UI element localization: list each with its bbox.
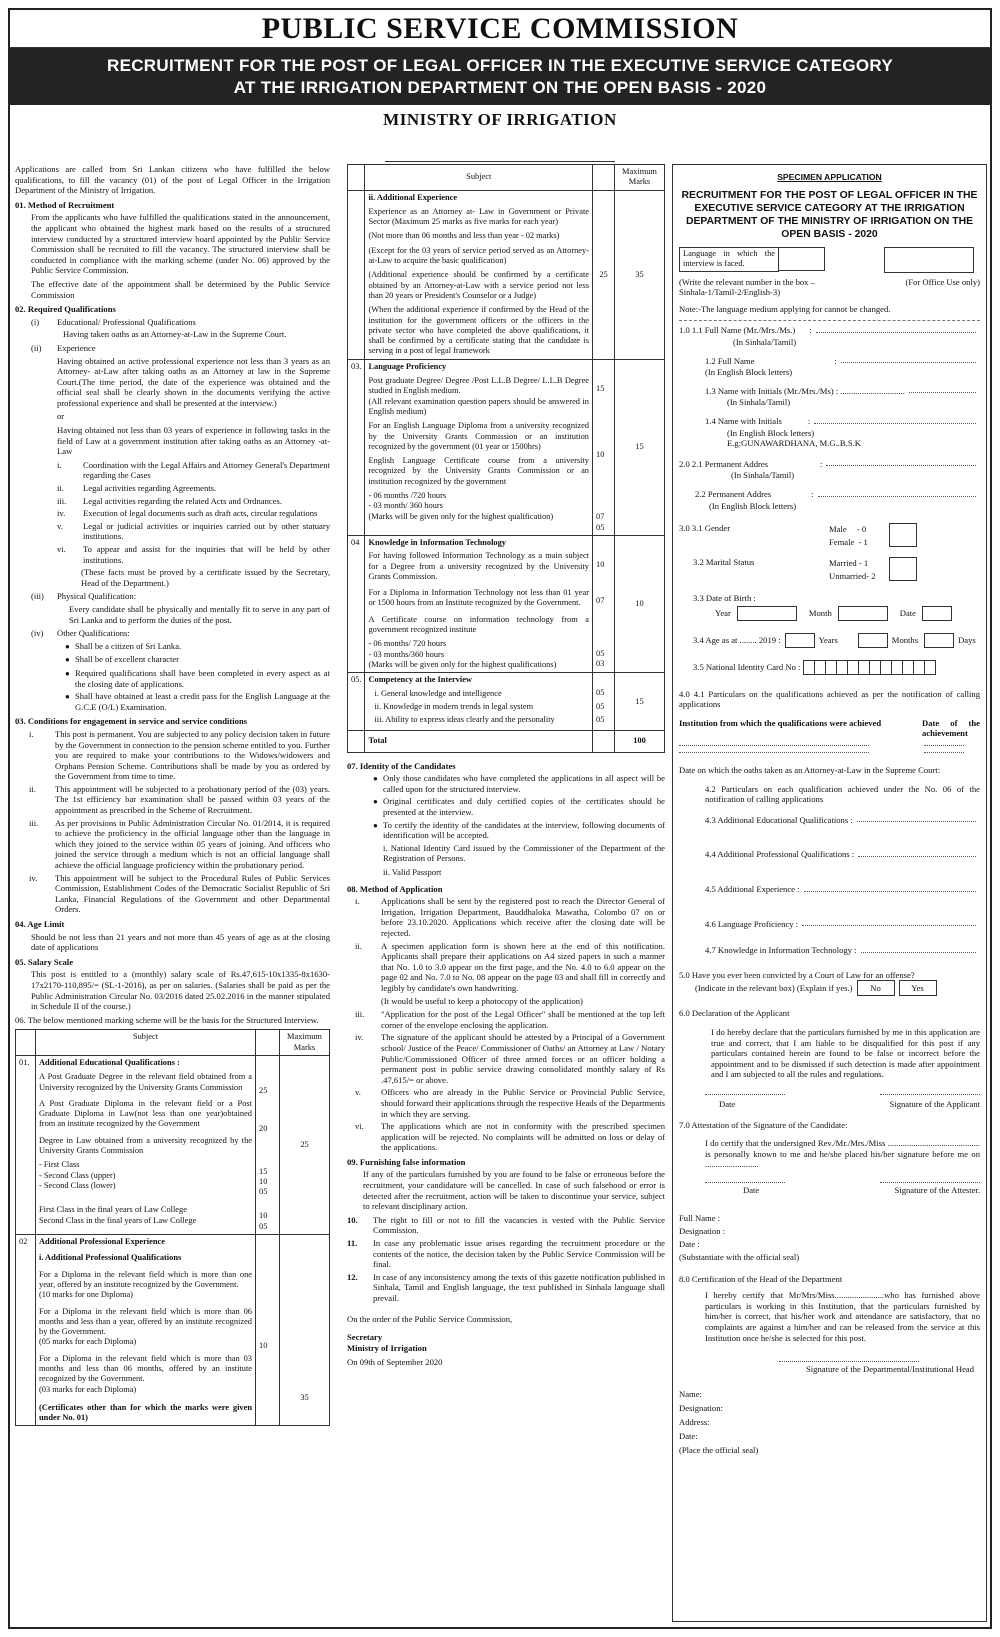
table-cell: 35	[615, 190, 665, 359]
form-text: 7.0 Attestation of the Signature of the Candidate:	[679, 1119, 848, 1130]
item-text: Officers who are already in the Public Service or Provincial Public Service, should forward their applications through the respective Heads of the Departments in which they are serving.	[381, 1087, 665, 1119]
application-item	[355, 896, 665, 938]
paragraph: Every candidate shall be physically and mentally fit to serve in any part of Sri Lanka and to perform the duties of the post.	[69, 603, 330, 625]
table-cell: Total	[365, 731, 593, 752]
paragraph: 06. The below mentioned marking scheme will be the basis for the Structured Interview.	[15, 1014, 319, 1025]
item-text: Legal or judicial activities or inquiries carried out by other statuary institutions.	[83, 520, 330, 542]
attester-details: Full Name : Designation : Date : (Substantiate with the official seal)	[679, 1212, 800, 1262]
paragraph: ii. Valid Passport	[383, 867, 442, 878]
notice-date: On 09th of September 2020	[347, 1357, 443, 1368]
item-number: iii.	[355, 1009, 365, 1020]
form-text: (In English Block letters)	[709, 500, 797, 511]
bullet-icon	[373, 773, 383, 794]
task-list	[15, 460, 330, 565]
paragraph: i. National Identity Card issued by the Commissioner of the Department of the Registration of Persons.	[383, 842, 665, 864]
column-left	[15, 164, 330, 1622]
task-item	[57, 508, 330, 519]
item-number: iv.	[29, 872, 38, 883]
item-number: ii.	[355, 940, 362, 951]
field-dob: Year Month Date	[679, 606, 980, 621]
item-number: i.	[355, 896, 360, 907]
item-text: "Application for the post of the Legal Officer" shall be mentioned at the top left corner of the envelope enclosing the application.	[381, 1009, 665, 1030]
item-number: i.	[29, 728, 34, 739]
recruitment-banner	[10, 48, 990, 105]
item-number: i.	[57, 459, 62, 470]
gender-input-box[interactable]	[889, 523, 917, 547]
item-number: iii.	[29, 817, 39, 828]
paragraph: From the applicants who have fulfilled the qualifications stated in the announcement, the applicant who obtained the highest mark based on the results of a structured interview conducted by a structured interview board appointed by the Public Service Commission shall be recruited to fill the vacancy. The structured interview shall be conducted in compliance with the marking scheme (under No. 06) approved by the Public Service Commission.	[31, 212, 330, 276]
table-header: Subject	[36, 1030, 256, 1056]
item-text: To appear and assist for the inquiries that will be held by other institutions.	[83, 544, 330, 565]
table-cell: 15	[615, 673, 665, 731]
form-text: (In Sinhala/Tamil)	[731, 470, 795, 481]
application-item	[355, 1087, 665, 1119]
marking-scheme-table-2	[347, 164, 665, 753]
office-use-box	[884, 247, 974, 273]
days-input[interactable]	[924, 633, 954, 648]
table-cell: 02	[16, 1235, 36, 1426]
table-cell: Additional Educational Qualifications : A Post Graduate Degree in the relevant field obtained from a University recognized by the University Grants Commission A Post Graduate Diploma in the relevant field or a Post Graduate Diploma in Law(not less than one year)obtained from an institute recognized by the Government Degree in Law obtained from a university recognized by the University Grants Commission - First Class - Second Class (upper) - Second Class (lower) First Class in the final years of Law College Second Class in the final years of Law College	[36, 1055, 256, 1234]
no-checkbox[interactable]: No	[857, 980, 895, 996]
field-address-english[interactable]: 2.2 Permanent Addres :	[679, 489, 980, 500]
other-qualifications-list	[15, 641, 330, 713]
form-text: Date on which the oaths taken as an Attorney-at-Law in the Supreme Court:	[679, 765, 941, 776]
condition-item	[29, 729, 330, 782]
attestation-text: I do certify that the undersigned Rev./Mr./Mrs./Miss ........................................... is personally known to me and he/she placed his/her signature before me on .........................	[705, 1138, 980, 1170]
table-cell: 35	[280, 1235, 330, 1426]
task-item	[57, 521, 330, 542]
header-rule	[385, 161, 615, 162]
item-text: Shall be a citizen of Sri Lanka.	[75, 640, 182, 651]
item-text: This appointment will be subject to the Procedural Rules of Public Services Commission, Establishment Codes of the Democratic Socialist Republic of Sri Lanka, Financial Regulations of the Government and other Departmental Orders.	[55, 872, 330, 915]
identity-list	[347, 773, 665, 841]
item-text: Shall be of excellent character	[75, 654, 180, 665]
bullet-icon	[373, 796, 383, 817]
task-item	[57, 460, 330, 481]
field-initials-english[interactable]: 1.4 Name with Initials :	[679, 416, 980, 427]
qualification-item: (iv) Other Qualifications:	[31, 628, 130, 639]
item-text: This appointment will be subjected to a probationary period of the (03) years. The 1st efficiency bar examination shall be passed within 03 years of the appointment as prescribed in the Scheme of Recruitment.	[55, 783, 330, 816]
item-text: Shall have obtained at least a credit pass for the English Language at the G.C.E (O/L) Examination.	[75, 691, 330, 712]
table-cell: Additional Professional Experience i. Additional Professional Qualifications For a Diploma in the relevant field which is more than one year, offered by an institute recognized by the Government. (10 marks for one Diploma) For a Diploma in the relevant field which is more than 06 months and less than a year, offered by an institute recognized by the Government. (05 marks for each Diploma) For a Diploma in the relevant field which is more than 03 months and less than 06 months, offered by an institute recognized by the Government. (03 marks for each Diploma) (Certificates other than for which the marks were given under No. 01)	[36, 1235, 256, 1426]
form-text: (For Office Use only)	[905, 276, 980, 287]
bullet-icon	[373, 820, 383, 841]
field-it-knowledge[interactable]: 4.7 Knowledge in Information Technology :	[679, 945, 980, 956]
marking-scheme-table-1	[15, 1029, 330, 1426]
table-header: Maximum Marks	[280, 1030, 330, 1056]
form-text: (In Sinhala/Tamil)	[733, 336, 797, 347]
form-text: (Write the relevant number in the box –	[679, 276, 815, 287]
item-number: v.	[57, 520, 63, 531]
field-marital-status: 3.2 Marital Status Married - 1 Unmarried- 2	[679, 557, 980, 583]
paragraph: (These facts must be proved by a certificate issued by the Secretary, Head of the Department.)	[81, 567, 330, 588]
section-heading: 07. Identity of the Candidates	[347, 760, 456, 771]
table-cell: 10	[615, 535, 665, 672]
section-heading: 01. Method of Recruitment	[15, 199, 115, 210]
paragraph: Having taken oaths as an Attorney-at-Law in the Supreme Court.	[63, 329, 287, 340]
bullet-item	[347, 773, 665, 794]
qualification-lines[interactable]	[679, 739, 980, 759]
application-list	[347, 1009, 665, 1153]
table-cell: 05.	[348, 673, 365, 731]
table-cell: Knowledge in Information Technology For having followed Information Technology as a main subject for a Degree from a university recognized by the University Grants Commission. For a Diploma in Information Technology not less than 01 year or 1500 hours from an Institute recognized by the Government. A Certificate course on information technology from a government recognized institute - 06 months/ 720 hours - 03 months/360 hours (Marks will be given only for the highest qualifications)	[365, 535, 593, 672]
section-heading: 08. Method of Application	[347, 883, 443, 894]
qualification-item: (ii) Experience	[31, 342, 96, 353]
bullet-item	[39, 654, 330, 666]
head-details: Name: Designation: Address: Date: (Place the official seal)	[679, 1388, 759, 1455]
specimen-heading: SPECIMEN APPLICATION	[777, 172, 882, 182]
form-title: RECRUITMENT FOR THE POST OF LEGAL OFFICER IN THE EXECUTIVE SERVICE CATEGORY AT THE IRRIGATION DEPARTMENT OF THE MINISTRY OF IRRIGATION ON THE OPEN BASIS - 2020	[681, 189, 978, 240]
table-cell: 01.	[16, 1055, 36, 1234]
section-heading: 05. Salary Scale	[15, 956, 74, 967]
item-text: Coordination with the Legal Affairs and Attorney General's Department regarding the Cases	[83, 459, 330, 481]
paragraph: If any of the particulars furnished by you are found to be false or erroneous before the recruitment, your candidature will be cancelled. In case of such falsehood or error is detected after the recruitment, action will be taken to discontinue your service, subject to relevant disciplinary action.	[363, 1169, 665, 1212]
field-gender: 3.0 3.1 Gender Male - 0 Female - 1	[679, 523, 980, 549]
order-line: On the order of the Public Service Commission,	[347, 1313, 513, 1324]
item-text: Applications shall be sent by the registered post to reach the Director General of Irrigation, Irrigation Department, Bauddhaloka Mawatha, Colombo 07 on or before 23.10.2020. Applications which receive after the closing date will be rejected.	[381, 896, 665, 938]
qualification-item: (iii) Physical Qualification:	[31, 591, 136, 602]
field-age: 3.4 Age as at ........ 2019 : Years Months Days	[679, 633, 980, 648]
field-language-proficiency[interactable]: 4.6 Language Proficiency :	[679, 919, 980, 930]
form-text: 4.0 4.1 Particulars on the qualifications achieved as per the notification of calling applications	[679, 688, 980, 710]
section-heading: 09. Furnishing false information	[347, 1156, 466, 1167]
form-text: 6.0 Declaration of the Applicant	[679, 1008, 790, 1019]
nic-input-boxes[interactable]	[804, 660, 936, 675]
table-cell: Competency at the Interview i. General knowledge and intelligence ii. Knowledge in modern trends in legal system iii. Ability to express ideas clearly and the personality	[365, 673, 593, 731]
table-cell: 25 20 15 10 05 10 05	[256, 1055, 280, 1234]
item-text: As per provisions in Public Administration Circular No. 01/2014, it is required to achieve the proficiency in the official language other than the language in which they joined to the service within 05 years of joining. And officers who joined the service through a medium which is not an official language shall achieve the official language proficiency within the probationary period.	[55, 817, 330, 871]
conditions-list	[15, 729, 330, 915]
table-cell: 10 07 05 03	[593, 535, 615, 672]
ministry-signature: Ministry of Irrigation	[347, 1342, 427, 1353]
form-text: Sinhala-1/Tamil-2/English-3)	[679, 287, 781, 298]
field-address-sinhala[interactable]: 2.0 2.1 Permanent Addres :	[679, 459, 980, 470]
month-input[interactable]	[838, 606, 888, 621]
declaration-text: I do hereby declare that the particulars furnished by me in this application are true and correct, that I am liable to be disqualified for this post if any particulars contained herein are found to be false or incorrect before the appointment and to be dismissed if such detection is made after appointment and I am subjected to all the rules and regulations.	[711, 1027, 980, 1080]
item-text: Required qualifications shall have been completed in every aspect as at the closing date of applications.	[75, 667, 330, 689]
application-item	[355, 1121, 665, 1153]
item-text: To certify the identity of the candidates at the interview, following documents of identification will be accepted.	[383, 819, 665, 841]
application-item	[355, 1009, 665, 1030]
paragraph: Having obtained not less than 03 years of experience in following tasks in the field of Law at a government institution after taking oaths as an Attorney -at- Law	[57, 425, 330, 457]
item-number: ii.	[29, 783, 36, 794]
item-number: iii.	[57, 495, 67, 506]
year-input[interactable]	[737, 606, 797, 621]
form-text: (In English Block letters)	[727, 427, 815, 438]
ministry-title: MINISTRY OF IRRIGATION	[383, 110, 617, 129]
paragraph: Should be not less than 21 years and not more than 45 years of age as at the closing date of applications	[31, 931, 330, 953]
language-input-box[interactable]	[779, 247, 825, 271]
form-text: 8.0 Certification of the Head of the Department	[679, 1273, 843, 1284]
table-cell: 25	[593, 190, 615, 359]
form-text: 4.2 Particulars on each qualification achieved under the No. 06 of the notification of calling applications	[705, 783, 980, 805]
application-item	[355, 941, 665, 994]
nic-digit-box[interactable]	[924, 660, 936, 675]
paragraph: (It would be useful to keep a photocopy of the application)	[381, 995, 583, 1006]
bullet-item	[347, 796, 665, 817]
form-text: Signature of the Departmental/Institutional Head	[805, 1364, 974, 1375]
item-text: Legal activities regarding Agreements.	[83, 483, 217, 494]
table-cell: Language Proficiency Post graduate Degree/ Degree /Post L.L.B Degree/ L.L.B Degree studied in English medium. (All relevant examination question papers should be answered in English medium) For an English Language Diploma from a university recognized by the University Grants Commission or an institution recognized by the government (01 year or 1500hrs) English Language Certificate course from a university recognized by the University Grants Commission or an institution recognized by the government - 06 months /720 hours - 03 month/ 360 hours (Marks will be given only for the highest qualification)	[365, 359, 593, 535]
table-cell: 25	[280, 1055, 330, 1234]
language-label: Language in which the interview is faced.	[679, 247, 779, 272]
certification-text: I hereby certify that Mr/Mrs/Miss.......................who has furnished above particulars is working in this Institution, that the particulars furnished by him/her is correct, that his/her work and attendance are satisfactory, that no complaints are against a him/her and can be released from the service at this Institution once he/she is selected for this post.	[705, 1290, 980, 1343]
bullet-item	[39, 691, 330, 712]
paragraph: The effective date of the appointment shall be determined by the Public Service Commission	[31, 278, 330, 300]
application-item	[355, 1032, 665, 1085]
table-cell: ii. Additional Experience Experience as an Attorney at- Law in Government or Private Sector (Maximum 25 marks as five marks for each year) (Not more than 06 months and less than year - 02 marks) (Except for the 03 years of service period served as an Attorney-at-Law to acquire the basic qualification) (Additional experience should be confirmed by a certificate obtained by an Attorney-at-Law with a service period not less than 20 years or President's Counselor or a Judge) (When the additional experience if confirmed by the Head of the institution for the government officers or the officers in the private sector who have completed the above qualifications, it shall be confirmed by a certificate stating that the candidate is serving in a post of legal framework	[365, 190, 593, 359]
form-note: Note:-The language medium applying for cannot be changed.	[679, 303, 891, 314]
specimen-application-form	[672, 164, 987, 1622]
item-number: iv.	[355, 1032, 364, 1043]
numbered-item: 12. In case of any inconsistency among the texts of this gazette notification published in Sinhala, Tamil and English language, the text published in Sinhala language shall prevail.	[347, 1271, 665, 1303]
table-cell: 100	[615, 731, 665, 752]
field-additional-educational[interactable]: 4.3 Additional Educational Qualifications :	[679, 815, 980, 826]
item-number: v.	[355, 1087, 361, 1098]
banner-line-1: RECRUITMENT FOR THE POST OF LEGAL OFFICER IN THE EXECUTIVE SERVICE CATEGORY	[107, 56, 893, 75]
commission-title: PUBLIC SERVICE COMMISSION	[10, 10, 990, 48]
numbered-item: 10. The right to fill or not to fill the vacancies is vested with the Public Service Commission.	[347, 1214, 665, 1236]
item-text: A specimen application form is shown here at the end of this notification. Applicants shall prepare their applications on A4 sized papers in such a manner that No. 1.0 to 3.0 appear on the first page, and the No. 4.0 to 6.0 appear on the page 02 and No. 7.0 to No. 08 appear on the page 03 and shall fill in correctly and legibly by candidate's own handwriting.	[381, 940, 665, 993]
item-text: The signature of the applicant should be attested by a Principal of a Government school/ Justice of the Peace/ Commissioner of Oaths/ an Attorney at Law / Notary Public/Commissioned Officer of three armed forces or an officer holding a permanent post in public service drawing consolidated monthly salary of Rs .47,615/= or above.	[381, 1032, 665, 1085]
table-header: Maximum Marks	[615, 165, 665, 191]
table-cell: 03.	[348, 359, 365, 535]
date-input[interactable]	[922, 606, 952, 621]
item-text: Execution of legal documents such as draft acts, circular regulations	[83, 508, 318, 519]
condition-item	[29, 784, 330, 816]
field-dob-label: 3.3 Date of Birth :	[693, 593, 756, 604]
paragraph: This post is entitled to a (monthly) salary scale of Rs.47,615-10x1335-8x1630-17x2170-110,895/= (SL-1-2016), as per on salaries. (Salaries shall be paid as per the Public Administration Circular No. 03/2016 dated 25.02.2016 in the manner stipulated in Schedule II of the course.)	[31, 969, 330, 1012]
yes-checkbox[interactable]: Yes	[899, 980, 937, 996]
application-list	[347, 896, 665, 993]
item-number: vi.	[57, 544, 66, 554]
task-item	[57, 483, 330, 494]
section-heading: 03. Conditions for engagement in service and service conditions	[15, 716, 248, 727]
bullet-icon	[65, 641, 75, 653]
bullet-icon	[65, 654, 75, 666]
table-cell: 05 05 05	[593, 673, 615, 731]
item-number: vi.	[355, 1121, 364, 1132]
field-additional-experience[interactable]: 4.5 Additional Experience :	[679, 884, 980, 895]
item-text: The applications which are not in conformity with the prescribed specimen application will be rejected. No complaints will be admitted on loss or delay of the applications.	[381, 1121, 665, 1153]
item-text: This post is permanent. You are subjected to any policy decision taken in future by the Government in connection to the pension scheme entitled to you. Further you are required to make your contributions to the Widows/widowers and Orphans Pension Scheme. Contributions shall be made by you as ordered by the Government from time to time.	[55, 728, 330, 782]
table-cell: 04	[348, 535, 365, 672]
item-number: ii.	[57, 483, 64, 494]
table-header: Subject	[365, 165, 593, 191]
form-text: (In Sinhala/Tamil)	[727, 397, 791, 408]
item-text: Original certificates and duly certified copies of the certificates should be presented at the interview.	[383, 796, 665, 818]
paragraph: or	[57, 411, 65, 422]
field-full-name-sinhala[interactable]: 1.0 1.1 Full Name (Mr./Mrs./Ms.) :	[679, 325, 980, 336]
form-text: 5.0 Have you ever been convicted by a Court of Law for an offense?	[679, 969, 915, 980]
form-text: (In English Block letters)	[705, 367, 793, 378]
condition-item	[29, 818, 330, 871]
table-cell: 15 10 07 05	[593, 359, 615, 535]
qualification-item: (i) Educational/ Professional Qualifications	[31, 316, 196, 327]
item-text: Legal activities regarding the related Acts and Ordnances.	[83, 495, 283, 506]
task-item	[57, 496, 330, 507]
item-number: iv.	[57, 508, 66, 519]
field-nic: 3.5 National Identity Card No :	[679, 660, 980, 675]
marital-input-box[interactable]	[889, 557, 917, 581]
qualifications-header: Institution from which the qualifications were achieved Date of the achievement	[679, 717, 980, 739]
banner-line-2: AT THE IRRIGATION DEPARTMENT ON THE OPEN BASIS - 2020	[233, 78, 767, 97]
bullet-item	[39, 641, 330, 653]
task-item	[57, 544, 330, 565]
bullet-item	[347, 820, 665, 841]
column-middle	[347, 164, 665, 1622]
secretary: Secretary	[347, 1332, 383, 1343]
intro-paragraph: Applications are called from Sri Lankan citizens who have fulfilled the below qualifications, to fill the vacancy (01) of the post of Legal Officer in the Irrigation Department of the Ministry of Irrigation.	[15, 164, 330, 196]
bullet-icon	[65, 668, 75, 689]
form-text: Signature of the Attester.	[894, 1184, 980, 1195]
bullet-icon	[65, 691, 75, 712]
field-conviction: (Indicate in the relevant box) (Explain if yes.) No Yes	[679, 980, 980, 996]
field-initials-sinhala[interactable]: 1.3 Name with Initials (Mr./Mrs./Ms) : ..............................	[679, 386, 980, 397]
months-input[interactable]	[858, 633, 888, 648]
field-additional-professional[interactable]: 4.4 Additional Professional Qualifications :	[679, 849, 980, 860]
form-text: E.g:GUNAWARDHANA, M.G..B.S.K	[727, 438, 861, 449]
numbered-item: 11. In case any problematic issue arises regarding the recruitment procedure or the contents of the notice, the decision taken by the Public Service Commission will be final.	[347, 1238, 665, 1270]
form-text: Date	[743, 1184, 760, 1195]
field-full-name-english[interactable]: 1.2 Full Name :	[679, 356, 980, 367]
years-input[interactable]	[785, 633, 815, 648]
section-heading: 02. Required Qualifications	[15, 304, 116, 315]
table-cell: 10	[256, 1235, 280, 1426]
form-text: Signature of the Applicant	[889, 1098, 980, 1109]
condition-item	[29, 873, 330, 915]
paragraph: Having obtained an active professional experience not less than 3 years as an Attorney- at-Law after taking oaths as an Attorney at law in the Supreme Court.(The time period, the date of the experience was obtained and the official seal shall be clearly shown in the documents verifying the active professional experience and shall be presented at the interview.)	[57, 355, 330, 408]
bullet-item	[39, 668, 330, 689]
gazette-page	[8, 8, 992, 1629]
item-text: Only those candidates who have completed the applications in all aspect will be called upon for the structured interview.	[383, 773, 665, 794]
section-heading: 04. Age Limit	[15, 919, 65, 929]
form-text: Date	[719, 1098, 736, 1109]
table-cell: 15	[615, 359, 665, 535]
